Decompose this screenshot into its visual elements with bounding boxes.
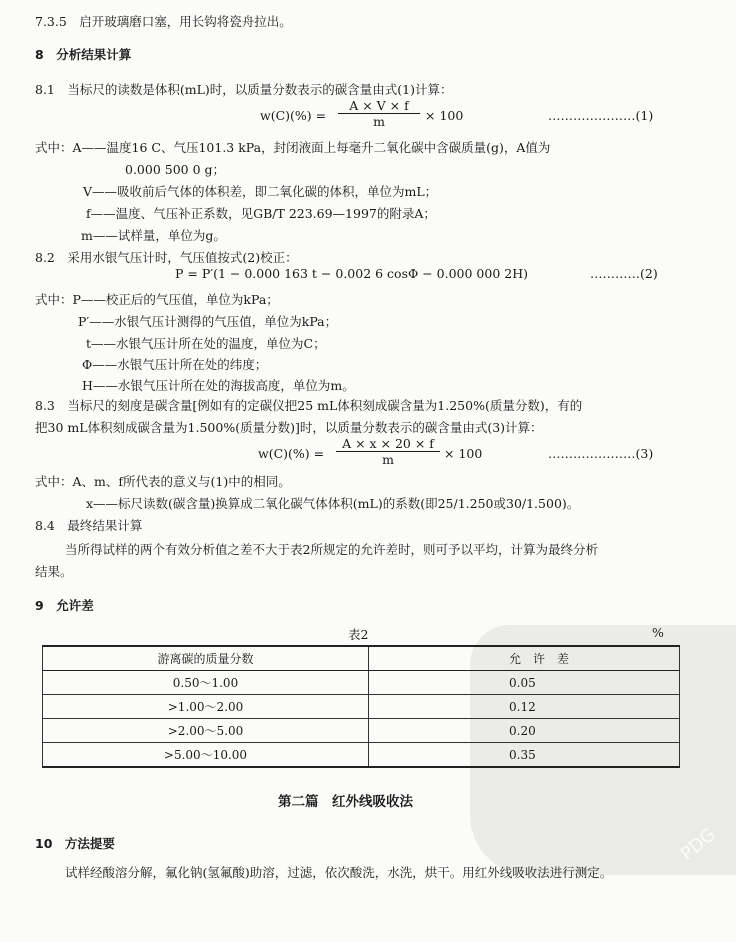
- eq3-numerator: A × x × 20 × f: [342, 436, 434, 451]
- table-cell-range: >1.00～2.00: [43, 695, 369, 719]
- heading-8: 8 分析结果计算: [35, 47, 132, 62]
- watermark-text: PDG: [677, 824, 721, 865]
- table-cell-range: >5.00～10.00: [43, 743, 369, 768]
- eq1-numerator: A × V × f: [349, 98, 409, 113]
- eq1-tag: …………………(1): [548, 108, 654, 123]
- where1-A: 式中：A——温度16 C、气压101.3 kPa，封闭液面上每毫升二氧化碳中含碳质量(g)，A值为: [35, 140, 551, 155]
- where2-phi: Φ——水银气压计所在处的纬度；: [82, 357, 268, 372]
- clause-8-2: 8.2 采用水银气压计时，气压值按式(2)校正：: [35, 250, 298, 265]
- where2-t: t——水银气压计所在处的温度，单位为C；: [86, 336, 326, 351]
- clause-8-4: 8.4 最终结果计算: [35, 518, 143, 533]
- where3-common: 式中：A、m、f所代表的意义与(1)中的相同。: [35, 474, 291, 489]
- clause-8-4-para-line2: 结果。: [35, 564, 73, 579]
- heading-9: 9 允许差: [35, 598, 94, 613]
- table-title: 表2: [348, 627, 369, 642]
- table-cell-range: >2.00～5.00: [43, 719, 369, 743]
- eq3-denominator: m: [382, 452, 394, 467]
- where2-P: 式中：P——校正后的气压值，单位为kPa；: [35, 292, 279, 307]
- where1-A-value: 0.000 500 0 g；: [125, 162, 226, 177]
- clause-8-1: 8.1 当标尺的读数是体积(mL)时，以质量分数表示的碳含量由式(1)计算：: [35, 82, 453, 97]
- where3-x: x——标尺读数(碳含量)换算成二氧化碳气体体积(mL)的系数(即25/1.250或30/1.500)。: [86, 496, 580, 511]
- eq1-rhs: × 100: [425, 108, 464, 123]
- where2-P-prime: P′——水银气压计测得的气压值，单位为kPa；: [78, 314, 338, 329]
- table-unit: %: [652, 625, 664, 640]
- clause-10-para: 试样经酸溶分解，氟化钠(氢氟酸)助溶，过滤，依次酸洗，水洗，烘干。用红外线吸收法进行测定。: [65, 865, 613, 880]
- clause-8-4-para-line1: 当所得试样的两个有效分析值之差不大于表2所规定的允许差时，则可予以平均，计算为最终分析: [65, 542, 598, 557]
- where1-V: V——吸收前后气体的体积差，即二氧化碳的体积，单位为mL；: [83, 184, 438, 199]
- tolerance-table: [42, 645, 680, 768]
- where1-f: f——温度、气压补正系数，见GB/T 223.69—1997的附录A；: [86, 206, 436, 221]
- table-cell-tolerance: 0.12: [369, 695, 680, 719]
- clause-8-3-line2: 把30 mL体积刻成碳含量为1.500%(质量分数)]时，以质量分数表示的碳含量由式(3)计算：: [35, 420, 543, 435]
- table-header-tolerance: 允 许 差: [369, 646, 680, 671]
- table-row: [43, 695, 680, 719]
- table-row: [43, 719, 680, 743]
- equation-2: P = P′(1 − 0.000 163 t − 0.002 6 cosΦ − 0.000 000 2H): [175, 266, 528, 281]
- eq3-lhs: w(C)(%) =: [258, 446, 325, 461]
- eq3-rhs: × 100: [444, 446, 483, 461]
- table-cell-tolerance: 0.20: [369, 719, 680, 743]
- table-cell-range: 0.50～1.00: [43, 671, 369, 695]
- where2-H: H——水银气压计所在处的海拔高度，单位为m。: [82, 378, 355, 393]
- table-header-mass-fraction: 游离碳的质量分数: [43, 646, 369, 671]
- table-row: [43, 671, 680, 695]
- eq2-tag: …………(2): [590, 266, 658, 281]
- clause-8-3-line1: 8.3 当标尺的刻度是碳含量[例如有的定碳仪把25 mL体积刻成碳含量为1.250%(质量分数)，有的: [35, 398, 583, 413]
- eq1-denominator: m: [373, 114, 385, 129]
- eq1-lhs: w(C)(%) =: [260, 108, 327, 123]
- table-cell-tolerance: 0.05: [369, 671, 680, 695]
- eq3-tag: …………………(3): [548, 446, 654, 461]
- table-cell-tolerance: 0.35: [369, 743, 680, 768]
- table-header-row: [43, 646, 680, 671]
- clause-7-3-5: 7.3.5 启开玻璃磨口塞，用长钩将瓷舟拉出。: [35, 14, 292, 29]
- heading-10: 10 方法提要: [35, 836, 115, 851]
- part-2-title: 第二篇 红外线吸收法: [278, 794, 413, 810]
- table-row: [43, 743, 680, 768]
- where1-m: m——试样量，单位为g。: [81, 228, 226, 243]
